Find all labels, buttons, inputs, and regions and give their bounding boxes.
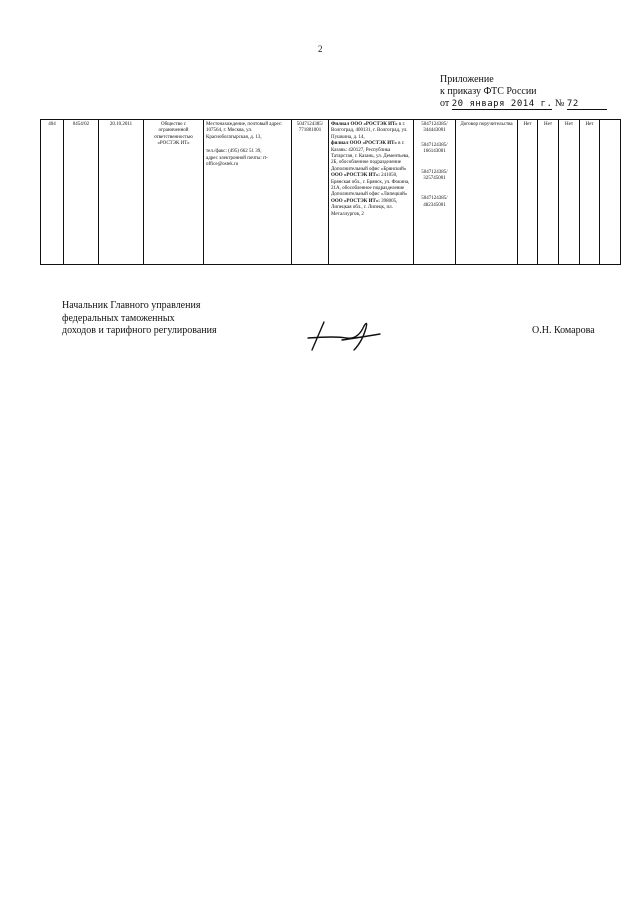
signer-position bbox=[62, 300, 217, 338]
branch-title: филиал ООО «РОСТЭК ИТ» bbox=[331, 141, 397, 147]
branch-title: ООО «РОСТЭК ИТ»: bbox=[331, 173, 380, 179]
branch-item bbox=[331, 173, 411, 199]
branch-title: Филиал ООО «РОСТЭК ИТ» bbox=[331, 122, 398, 127]
appendix-date-line bbox=[440, 98, 607, 110]
cell-branch-codes bbox=[414, 120, 456, 265]
table-row bbox=[41, 120, 621, 265]
cell-contract-type: Договор поручительства bbox=[456, 120, 518, 265]
order-number: 72 bbox=[567, 99, 607, 110]
cell-flag: Нет bbox=[538, 120, 559, 265]
cell-location bbox=[204, 120, 292, 265]
cell-branches bbox=[329, 120, 414, 265]
branch-item bbox=[331, 122, 411, 141]
cell-flag: Нет bbox=[518, 120, 538, 265]
branch-code: 5047124385/ 166143001 bbox=[421, 142, 448, 155]
location-text: Местонахождение, почтовый адрес: 107564, г. Москва, ул. Краснобогатырская, д. 13, bbox=[206, 122, 283, 140]
number-prefix: № bbox=[554, 98, 565, 109]
cell-empty bbox=[600, 120, 621, 265]
cell-org-name: Общество с ограниченной ответственностью «РОСТЭК ИТ» bbox=[144, 120, 204, 265]
branch-code: 5047124385/ 325745001 bbox=[421, 169, 448, 182]
email-text: адрес электронной почты: rt-office@ostek.ru bbox=[206, 155, 268, 168]
cell-reg-number: 0454/02 bbox=[64, 120, 99, 265]
cell-flag: Нет bbox=[559, 120, 580, 265]
page-number: 2 bbox=[318, 44, 323, 54]
signer-name: О.Н. Комарова bbox=[532, 325, 595, 336]
cell-inn-kpp: 5047124385/ 771801001 bbox=[292, 120, 329, 265]
branch-text: в г. Казань: 420127, Республика Татарстан, г. Казань, ул. Дементьева, 2Б, обособленное подразделение Дополнительный офис «Брянский» bbox=[331, 141, 410, 172]
branch-code: 5047124385/ 344443001 bbox=[421, 122, 448, 134]
position-line: федеральных таможенных bbox=[62, 312, 175, 324]
order-date: 20 января 2014 г. bbox=[451, 99, 553, 109]
branch-item bbox=[331, 141, 411, 173]
branch-text: 398005, Липецкая обл., г. Липецк, пл. Металлургов, 2 bbox=[331, 198, 398, 217]
appendix-title: Приложение bbox=[440, 74, 494, 85]
branch-item bbox=[331, 199, 411, 218]
cell-flag: Нет bbox=[580, 120, 600, 265]
branch-title: ООО «РОСТЭК ИТ»: bbox=[331, 198, 380, 204]
phone-text: тел./факс: (495) 662 51 39, bbox=[206, 149, 262, 155]
appendix-order-ref: к приказу ФТС России bbox=[440, 86, 537, 97]
position-line: доходов и тарифного регулирования bbox=[62, 325, 217, 336]
branch-code: 5047124385/ 482345001 bbox=[421, 196, 448, 208]
branch-text: в г. Волгоград, 400131, г. Волгоград, ул. Пушкина, д. 14, bbox=[331, 122, 408, 140]
cell-date: 20.10.2011 bbox=[99, 120, 144, 265]
branch-text: 241050, Брянская обл., г. Брянск, ул. Фокина, 21А, обособленное подразделение Дополнительный офис «Липецкий» bbox=[331, 173, 410, 198]
cell-index: 404 bbox=[41, 120, 64, 265]
registry-table bbox=[40, 119, 621, 265]
appendix-header bbox=[440, 74, 607, 110]
date-prefix: от bbox=[440, 98, 450, 109]
handwritten-signature bbox=[306, 316, 382, 354]
position-line: Начальник Главного управления bbox=[62, 300, 201, 311]
